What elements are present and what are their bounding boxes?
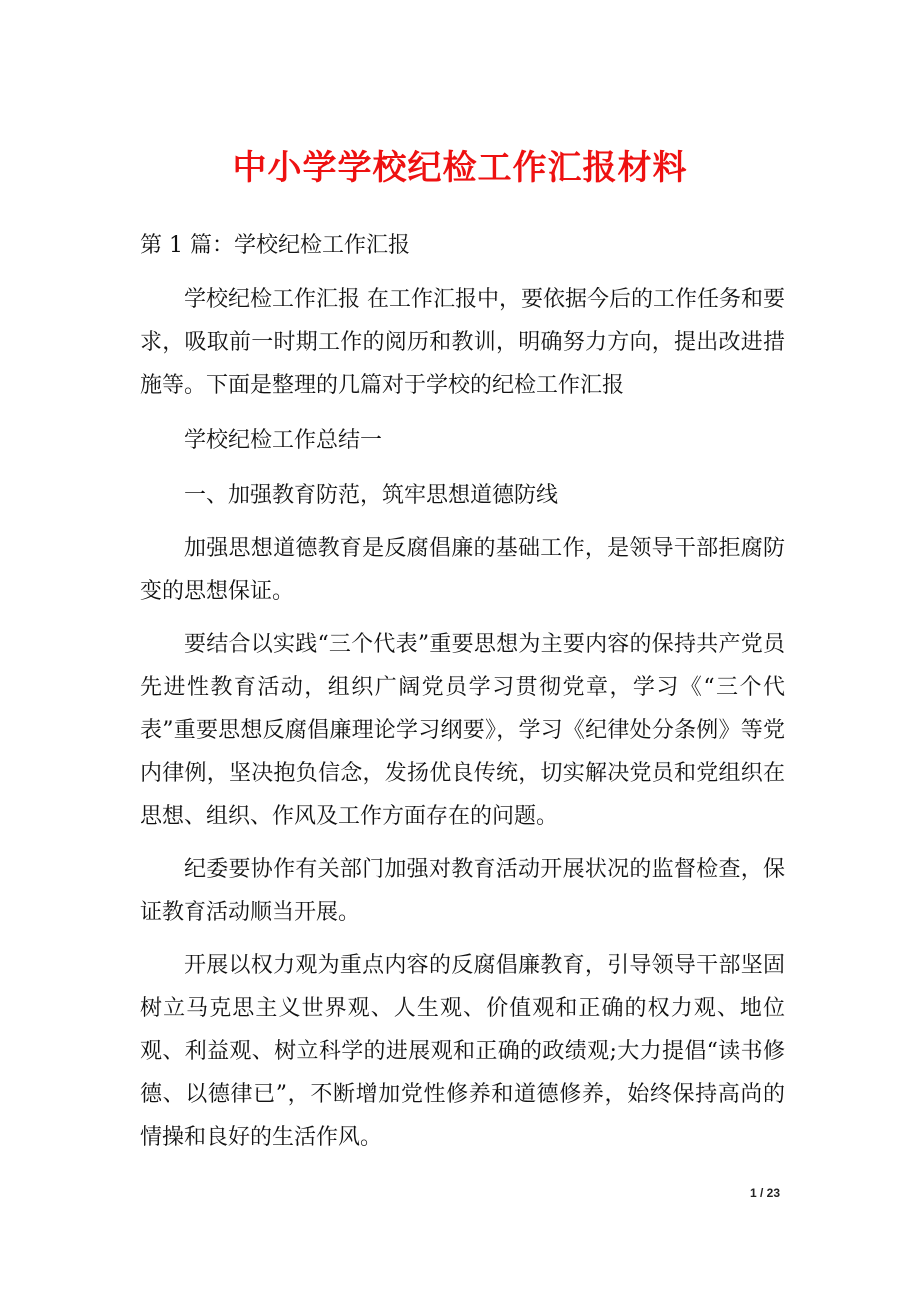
- paragraph-intro: 学校纪检工作汇报 在工作汇报中，要依据今后的工作任务和要求，吸取前一时期工作的阅历和教训，明确努力方向，提出改进措施等。下面是整理的几篇对于学校的纪检工作汇报: [140, 287, 785, 398]
- paragraph-supervision: 纪委要协作有关部门加强对教育活动开展状况的监督检查，保证教育活动顺当开展。: [140, 857, 785, 925]
- paragraph-education-activity: 要结合以实践“三个代表”重要思想为主要内容的保持共产党员先进性教育活动，组织广阔党员学习贯彻党章，学习《“三个代表”重要思想反腐倡廉理论学习纲要》，学习《纪律处分条例》等党内律例，坚决抱负信念，发扬优良传统，切实解决党员和党组织在思想、组织、作风及工作方面存在的问题。: [140, 632, 785, 829]
- paragraph-section-heading: 一、加强教育防范，筑牢思想道德防线: [184, 483, 559, 508]
- paragraph-moral-education: 加强思想道德教育是反腐倡廉的基础工作，是领导干部拒腐防变的思想保证。: [140, 536, 785, 604]
- paragraph-power-view: 开展以权力观为重点内容的反腐倡廉教育，引导领导干部坚固树立马克思主义世界观、人生观、价值观和正确的权力观、地位观、利益观、树立科学的进展观和正确的政绩观;大力提倡“读书修德、以德律已”，不断增加党性修养和道德修养，始终保持高尚的情操和良好的生活作风。: [140, 953, 785, 1150]
- document-body: [140, 226, 785, 1159]
- paragraph-summary-heading: 学校纪检工作总结一: [184, 428, 383, 453]
- chapter-heading: 第 1 篇：学校纪检工作汇报: [140, 233, 410, 258]
- page-number: 1 / 23: [749, 1186, 780, 1200]
- document-title: 中小学学校纪检工作汇报材料: [232, 148, 688, 188]
